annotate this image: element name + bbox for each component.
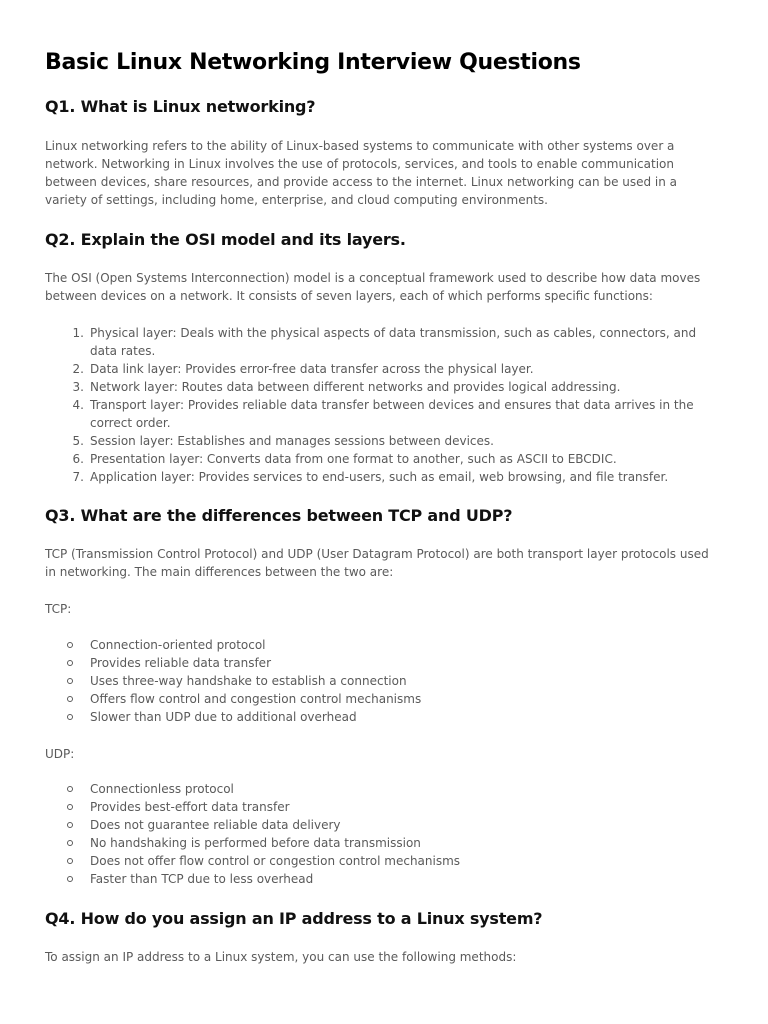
list-item (45, 360, 717, 378)
list-item-text: Physical layer: Deals with the physical aspects of data transmission, such as cables, connectors, and data rates. (90, 326, 697, 358)
circle-bullet-icon (67, 660, 73, 666)
circle-bullet-icon (67, 840, 73, 846)
tcp-feature-list (45, 636, 717, 726)
list-item-text: Does not offer flow control or congestion control mechanisms (90, 854, 461, 868)
list-item (45, 870, 717, 888)
list-item-text: Application layer: Provides services to end-users, such as email, web browsing, and file transfer. (90, 470, 669, 484)
circle-bullet-icon (67, 858, 73, 864)
page-title: Basic Linux Networking Interview Questions (45, 50, 581, 75)
tcp-label: TCP: (45, 602, 72, 616)
list-number: 6. (72, 452, 84, 466)
circle-bullet-icon (67, 822, 73, 828)
circle-bullet-icon (67, 786, 73, 792)
q2-intro: The OSI (Open Systems Interconnection) model is a conceptual framework used to describe how data moves between devices on a network. It consists of seven layers, each of which performs specific functions: (45, 271, 701, 303)
list-item-text: Connectionless protocol (90, 782, 234, 796)
list-number: 2. (72, 362, 84, 376)
list-item (45, 378, 717, 396)
list-item (45, 852, 717, 870)
list-item-text: Faster than TCP due to less overhead (90, 872, 314, 886)
list-item-text: Presentation layer: Converts data from one format to another, such as ASCII to EBCDIC. (90, 452, 617, 466)
list-item (45, 834, 717, 852)
list-item-text: Transport layer: Provides reliable data transfer between devices and ensures that data arrives in the correct order. (90, 398, 694, 430)
list-item-text: Uses three-way handshake to establish a connection (90, 674, 407, 688)
q4-heading: Q4. How do you assign an IP address to a Linux system? (45, 909, 543, 928)
q2-heading: Q2. Explain the OSI model and its layers. (45, 230, 406, 249)
q4-intro: To assign an IP address to a Linux system, you can use the following methods: (45, 950, 517, 964)
list-number: 4. (72, 398, 84, 412)
list-item-text: Does not guarantee reliable data delivery (90, 818, 341, 832)
udp-feature-list (45, 780, 717, 888)
list-item-text: Provides reliable data transfer (90, 656, 271, 670)
list-number: 1. (72, 326, 84, 340)
circle-bullet-icon (67, 714, 73, 720)
list-item-text: Slower than UDP due to additional overhead (90, 710, 357, 724)
circle-bullet-icon (67, 678, 73, 684)
list-item (45, 432, 717, 450)
list-item (45, 798, 717, 816)
list-item (45, 324, 717, 360)
list-item (45, 450, 717, 468)
list-number: 7. (72, 470, 84, 484)
list-item (45, 654, 717, 672)
q3-intro: TCP (Transmission Control Protocol) and UDP (User Datagram Protocol) are both transport layer protocols used in networking. The main differences between the two are: (45, 547, 709, 579)
circle-bullet-icon (67, 696, 73, 702)
circle-bullet-icon (67, 804, 73, 810)
list-number: 3. (72, 380, 84, 394)
circle-bullet-icon (67, 642, 73, 648)
list-number: 5. (72, 434, 84, 448)
list-item (45, 708, 717, 726)
circle-bullet-icon (67, 876, 73, 882)
list-item (45, 780, 717, 798)
list-item (45, 396, 717, 432)
q1-heading: Q1. What is Linux networking? (45, 97, 316, 116)
list-item (45, 636, 717, 654)
list-item (45, 672, 717, 690)
list-item (45, 468, 717, 486)
q1-body: Linux networking refers to the ability of Linux-based systems to communicate with other systems over a network. Networking in Linux involves the use of protocols, services, and tools to enable communication between devices, share resources, and provide access to the internet. Linux networking can be used in a variety of settings, including home, enterprise, and cloud computing environments. (45, 139, 678, 207)
list-item-text: Session layer: Establishes and manages sessions between devices. (90, 434, 494, 448)
list-item-text: Offers flow control and congestion control mechanisms (90, 692, 422, 706)
list-item-text: Connection-oriented protocol (90, 638, 266, 652)
list-item (45, 690, 717, 708)
list-item-text: Network layer: Routes data between different networks and provides logical addressing. (90, 380, 621, 394)
osi-layer-list (45, 324, 717, 486)
list-item-text: No handshaking is performed before data transmission (90, 836, 421, 850)
list-item (45, 816, 717, 834)
q3-heading: Q3. What are the differences between TCP and UDP? (45, 506, 513, 525)
list-item-text: Provides best-effort data transfer (90, 800, 290, 814)
udp-label: UDP: (45, 747, 75, 761)
list-item-text: Data link layer: Provides error-free data transfer across the physical layer. (90, 362, 534, 376)
